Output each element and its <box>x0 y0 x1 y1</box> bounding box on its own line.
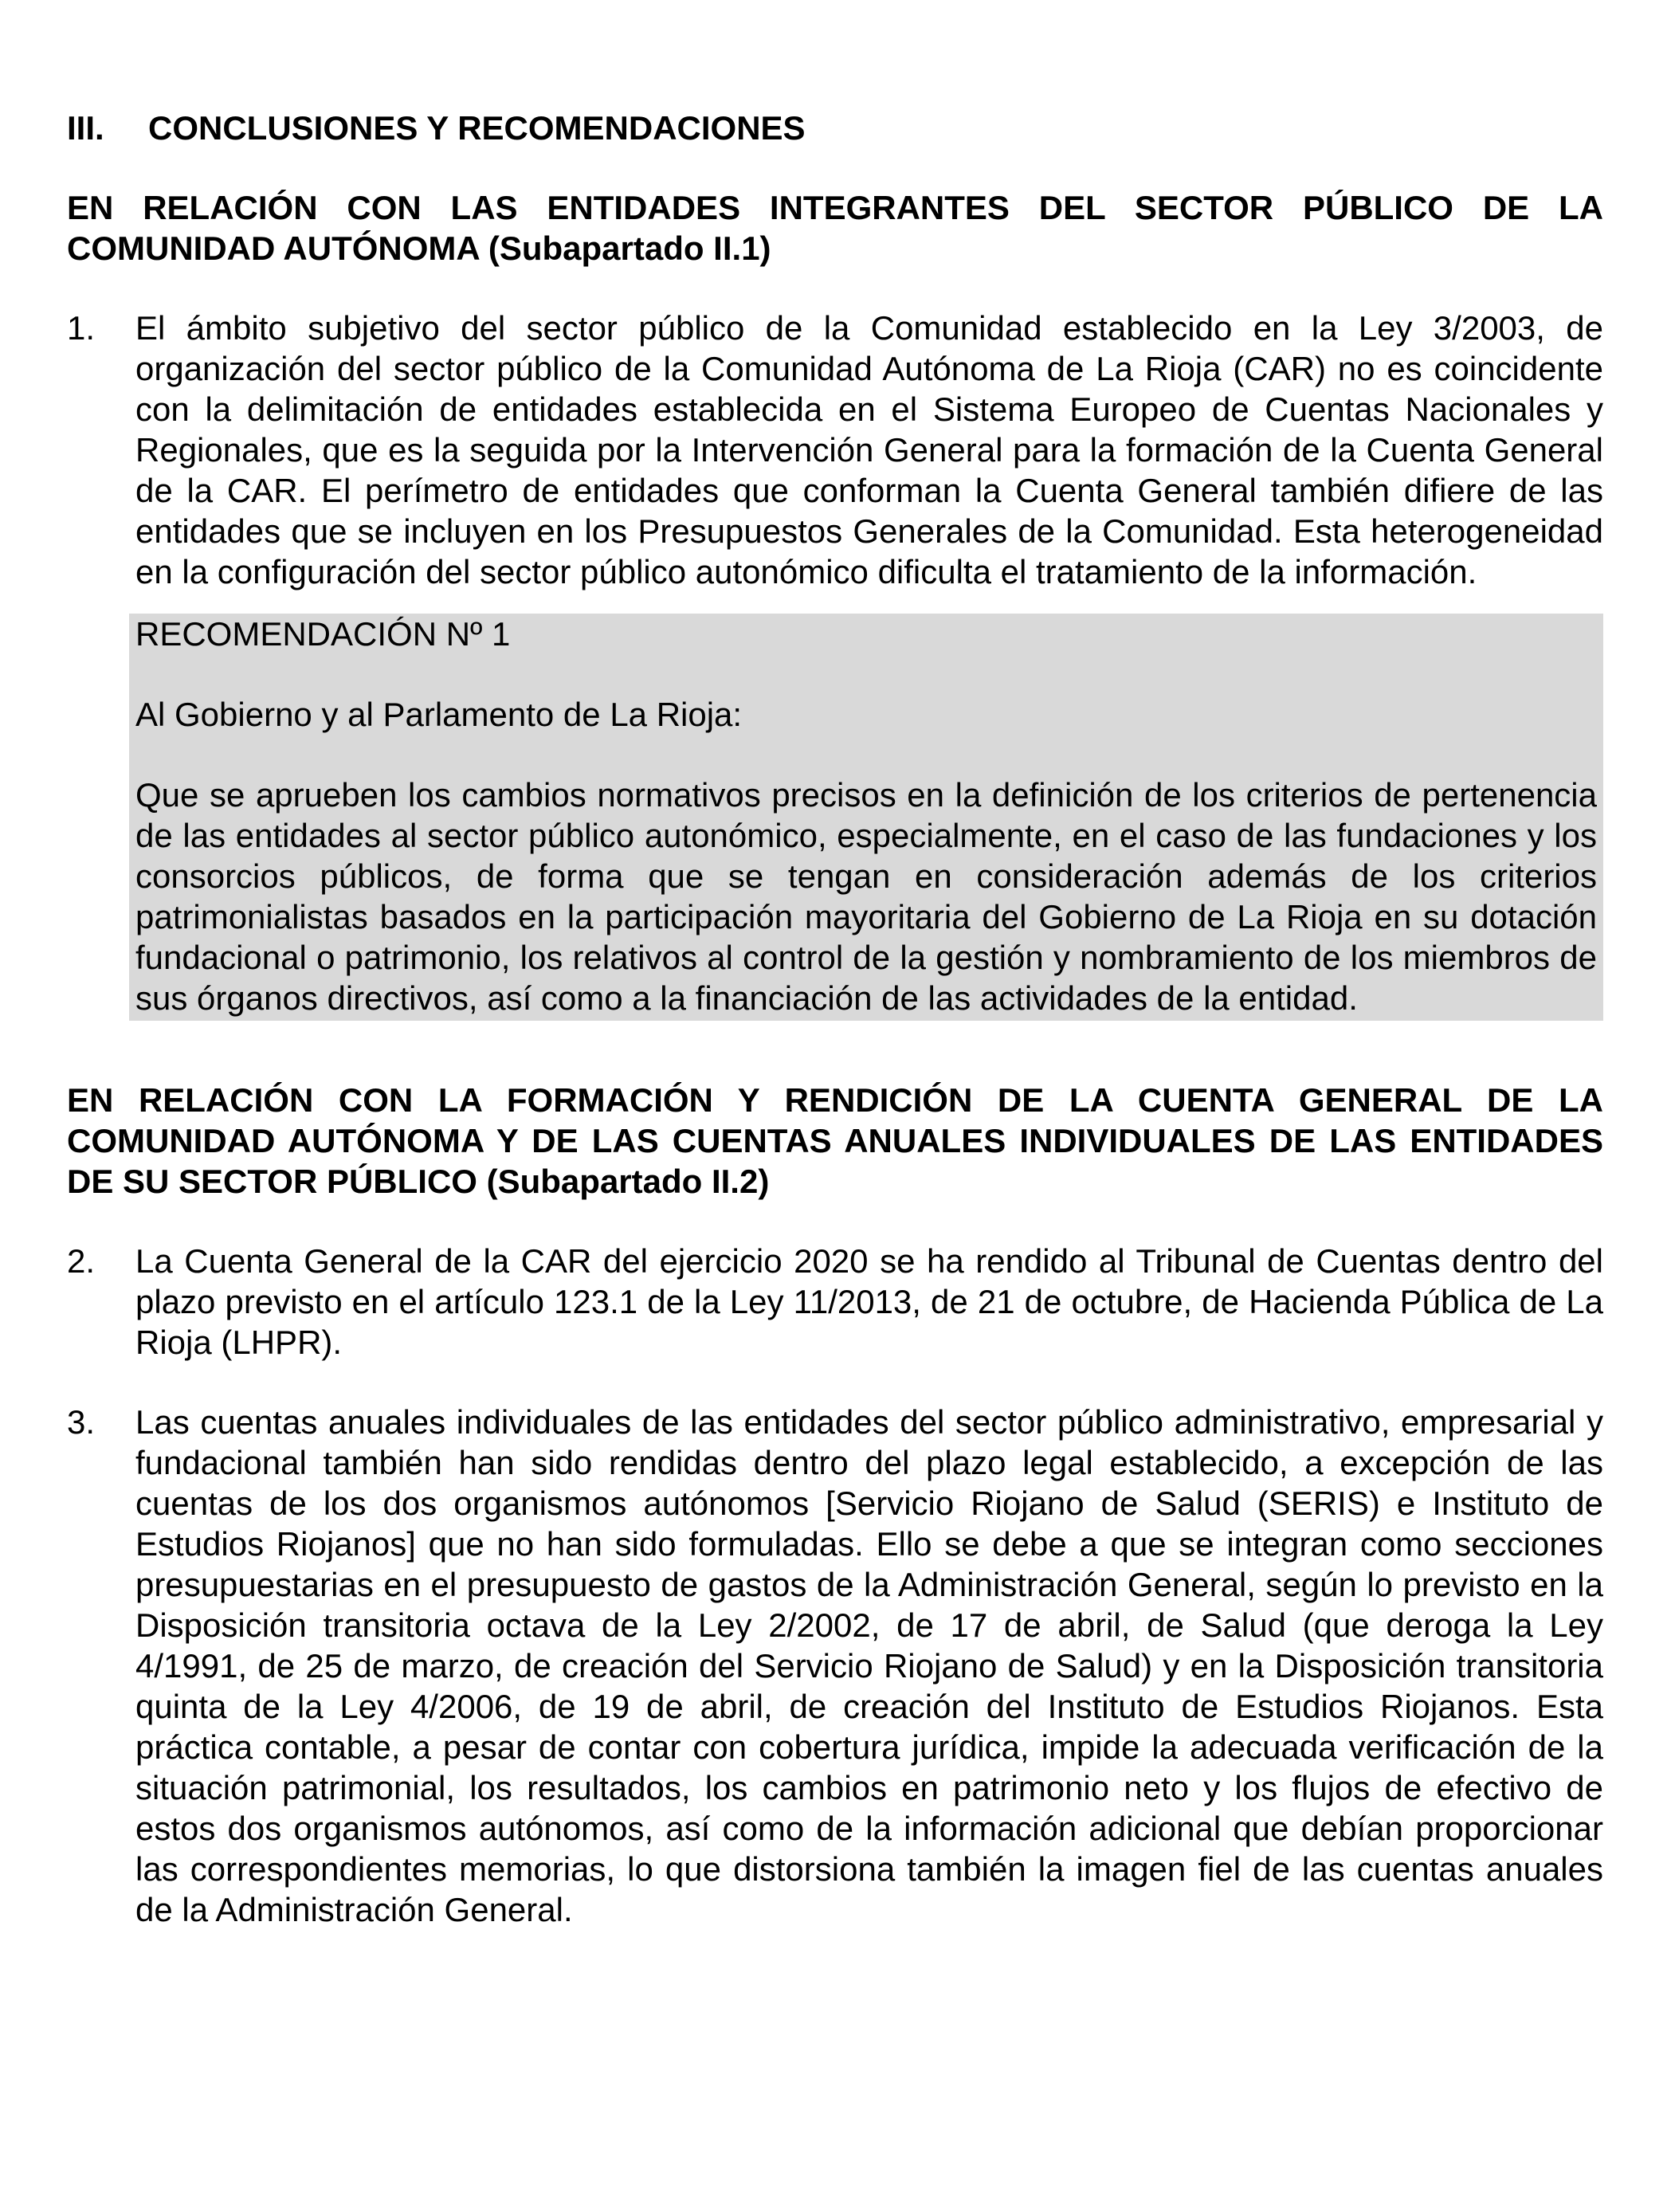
heading-entidades: EN RELACIÓN CON LAS ENTIDADES INTEGRANTES DEL SECTOR PÚBLICO DE LA COMUNIDAD AUTÓNOMA (Subapartado II.1) <box>67 189 1603 267</box>
item-text: Las cuentas anuales individuales de las entidades del sector público administrativo, empresarial y fundacional también han sido rendidas dentro del plazo legal establecido, a excepción de las cuentas de los dos organismos autónomos [Servicio Riojano de Salud (SERIS) e Instituto de Estudios Riojanos] que no han sido formuladas. Ello se debe a que se integran como secciones presupuestarias en el presupuesto de gastos de la Administración General, según lo previsto en la Disposición transitoria octava de la Ley 2/2002, de 17 de abril, de Salud (que deroga la Ley 4/1991, de 25 de marzo, de creación del Servicio Riojano de Salud) y en la Disposición transitoria quinta de la Ley 4/2006, de 19 de abril, de creación del Instituto de Estudios Riojanos. Esta práctica contable, a pesar de contar con cobertura jurídica, impide la adecuada verificación de la situación patrimonial, los resultados, los cambios en patrimonio neto y los flujos de efectivo de estos dos organismos autónomos, así como de la información adicional que debían proporcionar las correspondientes memorias, lo que distorsiona también la imagen fiel de las cuentas anuales de la Administración General. <box>135 1403 1603 1928</box>
document-page <box>67 108 1603 1930</box>
section-title <box>67 108 1603 148</box>
item-text: La Cuenta General de la CAR del ejercicio 2020 se ha rendido al Tribunal de Cuentas dentro del plazo previsto en el artículo 123.1 de la Ley 11/2013, de 21 de octubre, de Hacienda Pública de La Rioja (LHPR). <box>135 1242 1603 1361</box>
conclusion-item-3 <box>67 1402 1603 1930</box>
section-number: III. <box>67 109 104 147</box>
item-number: 1. <box>67 309 96 347</box>
recommendation-text: Que se aprueben los cambios normativos precisos en la definición de los criterios de pertenencia de las entidades al sector público autonómico, especialmente, en el caso de las fundaciones y los consorcios públicos, de forma que se tengan en consideración además de los criterios patrimonialistas basados en la participación mayoritaria del Gobierno de La Rioja en su dotación fundacional o patrimonio, los relativos al control de la gestión y nombramiento de los miembros de sus órganos directivos, así como a la financiación de las actividades de la entidad. <box>135 776 1597 1017</box>
item-text: El ámbito subjetivo del sector público de la Comunidad establecido en la Ley 3/2003, de organización del sector público de la Comunidad Autónoma de La Rioja (CAR) no es coincidente con la delimitación de entidades establecida en el Sistema Europeo de Cuentas Nacionales y Regionales, que es la seguida por la Intervención General para la formación de la Cuenta General de la CAR. El perímetro de entidades que conforman la Cuenta General también difiere de las entidades que se incluyen en los Presupuestos Generales de la Comunidad. Esta heterogeneidad en la configuración del sector público autonómico dificulta el tratamiento de la información. <box>135 309 1603 590</box>
conclusion-item-2 <box>67 1241 1603 1363</box>
recommendation-addressee: Al Gobierno y al Parlamento de La Rioja: <box>135 696 743 733</box>
section-title-text: CONCLUSIONES Y RECOMENDACIONES <box>148 109 806 147</box>
conclusion-item-1 <box>67 308 1603 592</box>
item-number: 3. <box>67 1403 96 1441</box>
recommendation-box-1 <box>129 614 1603 1021</box>
recommendation-title: RECOMENDACIÓN Nº 1 <box>135 615 511 653</box>
item-number: 2. <box>67 1242 96 1280</box>
heading-cuenta-general: EN RELACIÓN CON LA FORMACIÓN Y RENDICIÓN DE LA CUENTA GENERAL DE LA COMUNIDAD AUTÓNOMA Y DE LAS CUENTAS ANUALES INDIVIDUALES DE LAS ENTIDADES DE SU SECTOR PÚBLICO (Subapartado II.2) <box>67 1081 1603 1200</box>
